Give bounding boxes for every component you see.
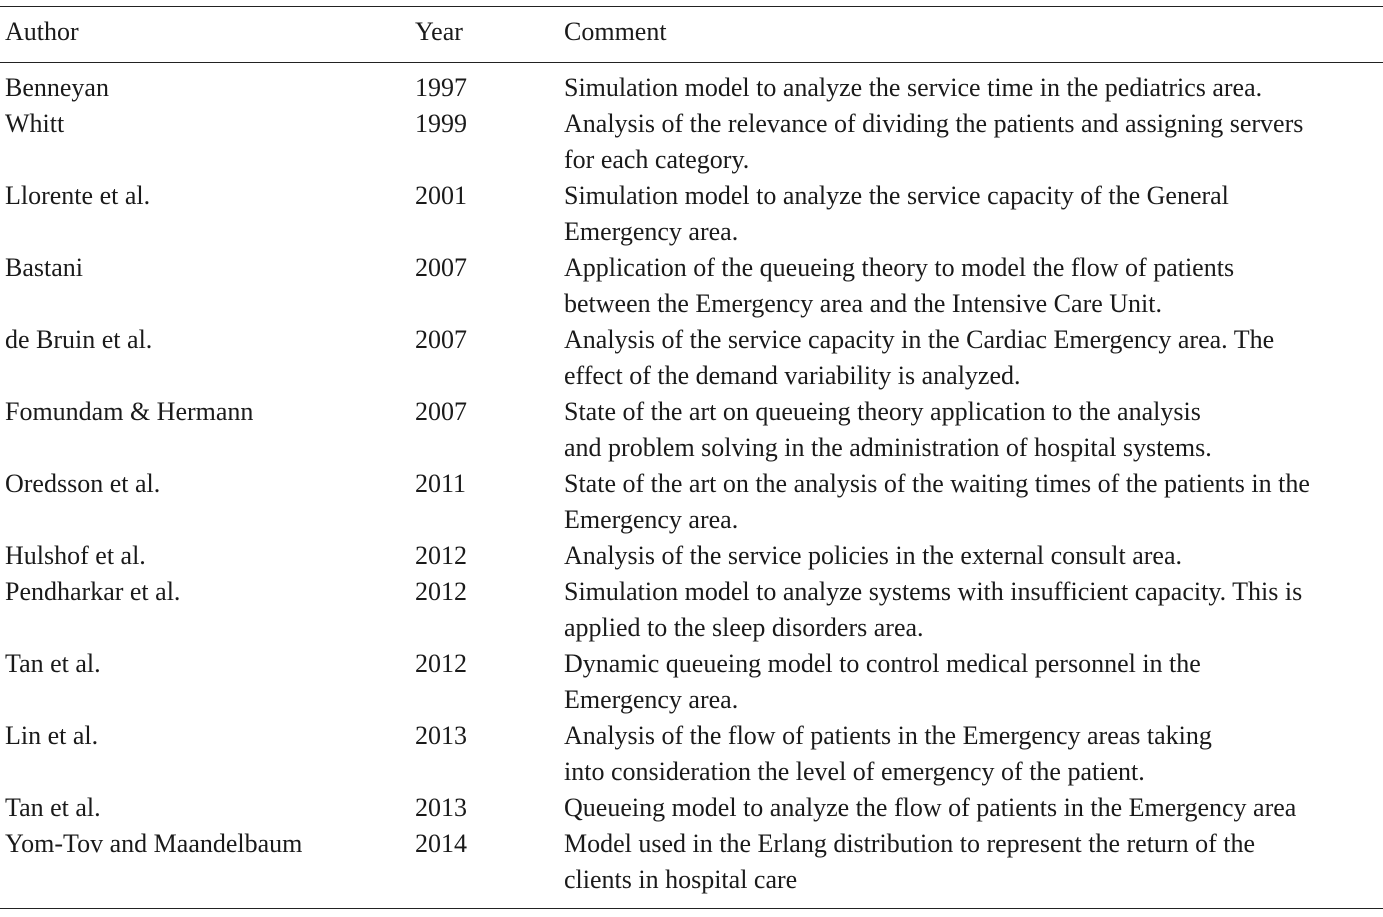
cell-comment bbox=[564, 790, 1383, 826]
cell-comment bbox=[564, 178, 1383, 250]
table-row bbox=[0, 178, 1383, 250]
cell-comment bbox=[564, 466, 1383, 538]
cell-author: Lin et al. bbox=[5, 721, 99, 750]
cell-author: Hulshof et al. bbox=[5, 541, 146, 570]
comment-line: Emergency area. bbox=[564, 217, 739, 246]
comment-line: Analysis of the service capacity in the Cardiac Emergency area. The bbox=[564, 325, 1275, 354]
cell-year: 2012 bbox=[415, 577, 467, 606]
comment-line: Analysis of the flow of patients in the Emergency areas taking bbox=[564, 721, 1212, 750]
table-row bbox=[0, 826, 1383, 898]
comment-line: applied to the sleep disorders area. bbox=[564, 613, 924, 642]
cell-author: Llorente et al. bbox=[5, 181, 151, 210]
comment-line: State of the art on queueing theory application to the analysis bbox=[564, 397, 1201, 426]
cell-comment bbox=[564, 538, 1383, 574]
comment-line: Emergency area. bbox=[564, 505, 739, 534]
table-row bbox=[0, 70, 1383, 106]
table-row bbox=[0, 250, 1383, 322]
table-header-row bbox=[0, 14, 1383, 50]
cell-year: 1999 bbox=[415, 109, 467, 138]
table-row bbox=[0, 790, 1383, 826]
table-header-rule bbox=[0, 62, 1383, 63]
comment-line: Simulation model to analyze the service capacity of the General bbox=[564, 181, 1229, 210]
cell-comment bbox=[564, 250, 1383, 322]
cell-year: 2007 bbox=[415, 325, 467, 354]
table-row bbox=[0, 394, 1383, 466]
cell-author: Benneyan bbox=[5, 73, 109, 102]
cell-author: Yom-Tov and Maandelbaum bbox=[5, 829, 303, 858]
table-row bbox=[0, 322, 1383, 394]
comment-line: and problem solving in the administration of hospital systems. bbox=[564, 433, 1212, 462]
cell-author: de Bruin et al. bbox=[5, 325, 153, 354]
cell-year: 2012 bbox=[415, 649, 467, 678]
header-comment: Comment bbox=[564, 17, 667, 46]
cell-comment bbox=[564, 322, 1383, 394]
cell-author: Whitt bbox=[5, 109, 65, 138]
cell-author: Tan et al. bbox=[5, 793, 101, 822]
table-body bbox=[0, 70, 1383, 898]
comment-line: Application of the queueing theory to model the flow of patients bbox=[564, 253, 1235, 282]
cell-year: 2014 bbox=[415, 829, 467, 858]
cell-author: Fomundam & Hermann bbox=[5, 397, 254, 426]
comment-line: into consideration the level of emergency of the patient. bbox=[564, 757, 1145, 786]
comment-line: Analysis of the service policies in the external consult area. bbox=[564, 541, 1183, 570]
comment-line: Emergency area. bbox=[564, 685, 739, 714]
cell-author: Tan et al. bbox=[5, 649, 101, 678]
comment-line: Analysis of the relevance of dividing the patients and assigning servers bbox=[564, 109, 1304, 138]
header-year: Year bbox=[415, 17, 463, 46]
comment-line: State of the art on the analysis of the waiting times of the patients in the bbox=[564, 469, 1310, 498]
comment-line: Model used in the Erlang distribution to represent the return of the bbox=[564, 829, 1255, 858]
cell-year: 2007 bbox=[415, 253, 467, 282]
cell-year: 2007 bbox=[415, 397, 467, 426]
table-row bbox=[0, 574, 1383, 646]
cell-author: Pendharkar et al. bbox=[5, 577, 181, 606]
cell-year: 2011 bbox=[415, 469, 467, 498]
cell-year: 1997 bbox=[415, 73, 467, 102]
table-row bbox=[0, 646, 1383, 718]
cell-year: 2013 bbox=[415, 721, 467, 750]
cell-comment bbox=[564, 574, 1383, 646]
cell-comment bbox=[564, 394, 1383, 466]
comment-line: Queueing model to analyze the flow of patients in the Emergency area bbox=[564, 793, 1297, 822]
comment-line: between the Emergency area and the Intensive Care Unit. bbox=[564, 289, 1162, 318]
table-row bbox=[0, 538, 1383, 574]
table-bottom-rule bbox=[0, 908, 1383, 909]
cell-year: 2012 bbox=[415, 541, 467, 570]
cell-comment bbox=[564, 718, 1383, 790]
comment-line: Dynamic queueing model to control medical personnel in the bbox=[564, 649, 1201, 678]
cell-comment bbox=[564, 106, 1383, 178]
cell-comment bbox=[564, 70, 1383, 106]
cell-comment bbox=[564, 646, 1383, 718]
table-row bbox=[0, 466, 1383, 538]
cell-author: Oredsson et al. bbox=[5, 469, 161, 498]
cell-author: Bastani bbox=[5, 253, 83, 282]
cell-comment bbox=[564, 826, 1383, 898]
table-row bbox=[0, 106, 1383, 178]
table-row bbox=[0, 718, 1383, 790]
comment-line: Simulation model to analyze systems with insufficient capacity. This is bbox=[564, 577, 1303, 606]
comment-line: effect of the demand variability is analyzed. bbox=[564, 361, 1021, 390]
table-top-rule bbox=[0, 6, 1383, 7]
comment-line: clients in hospital care bbox=[564, 865, 798, 894]
comment-line: for each category. bbox=[564, 145, 750, 174]
cell-year: 2013 bbox=[415, 793, 467, 822]
header-author: Author bbox=[5, 17, 79, 46]
comment-line: Simulation model to analyze the service time in the pediatrics area. bbox=[564, 73, 1263, 102]
cell-year: 2001 bbox=[415, 181, 467, 210]
